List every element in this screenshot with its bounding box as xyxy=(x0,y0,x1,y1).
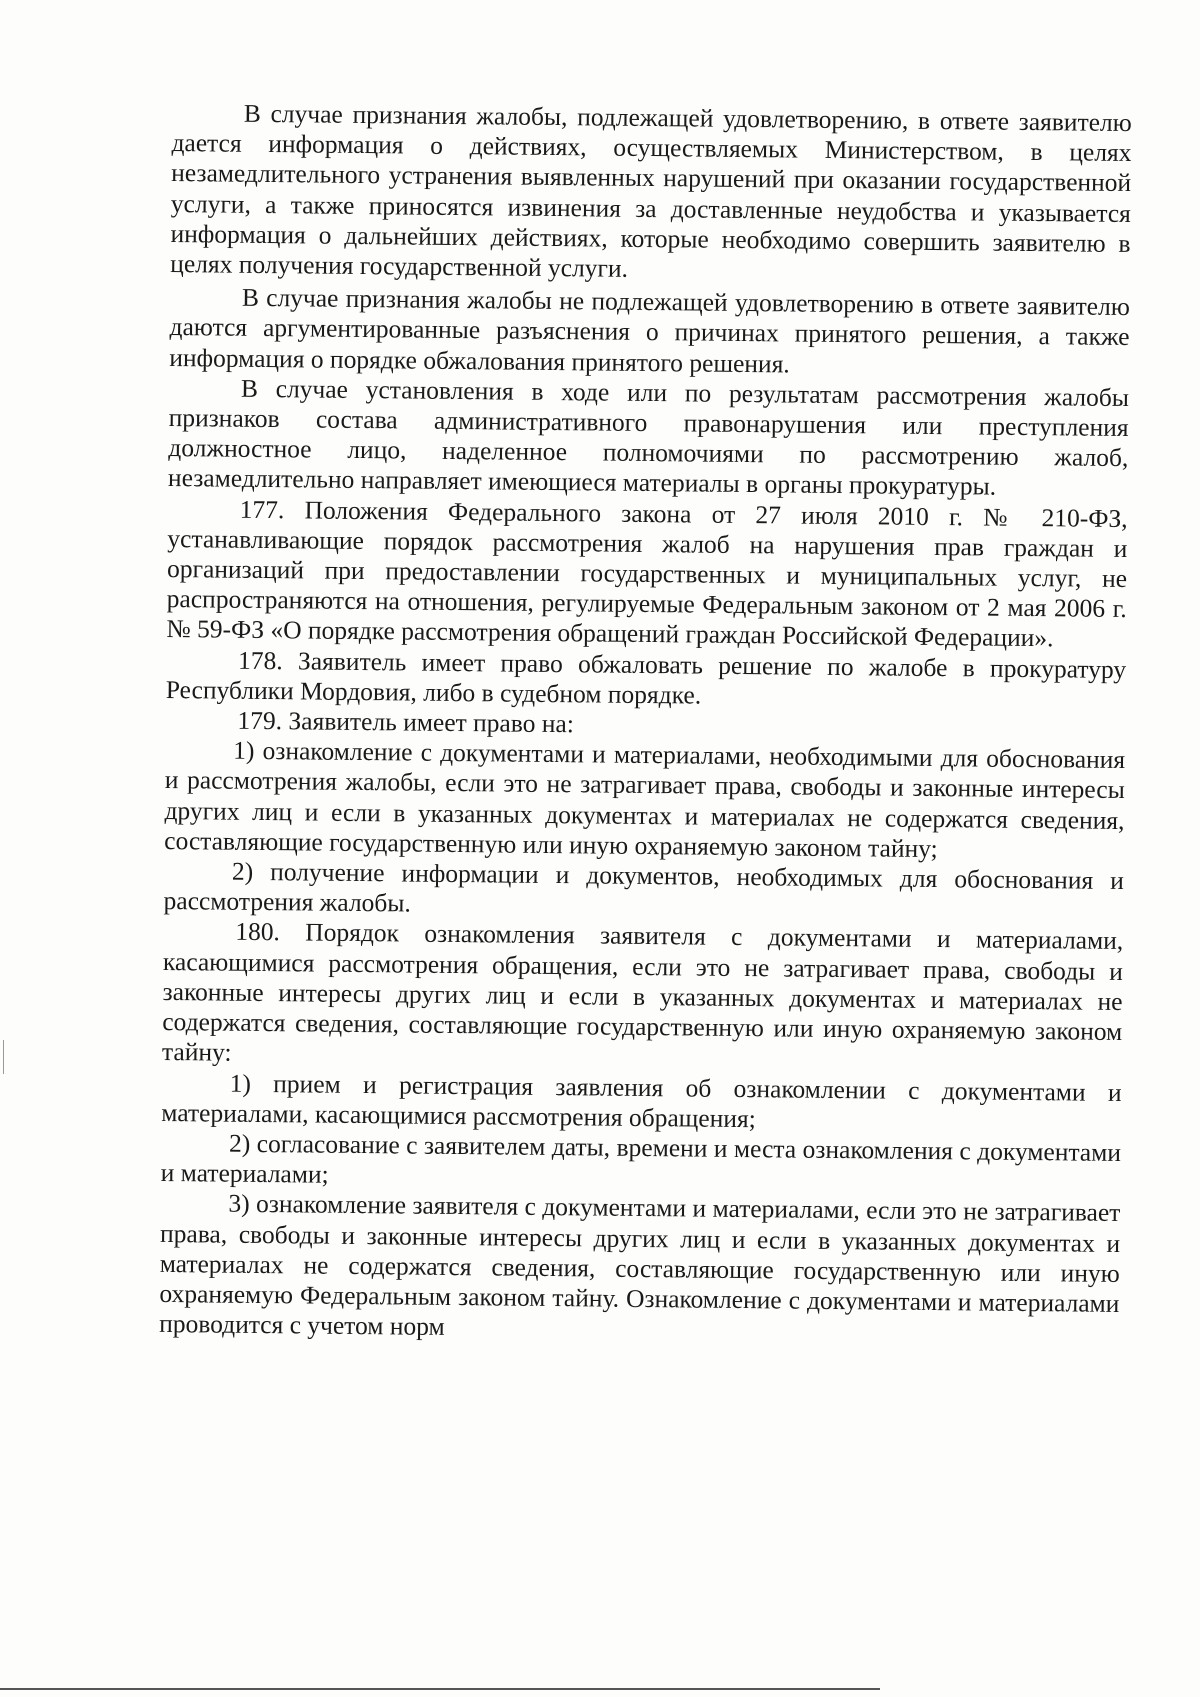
paragraph-180-item-3: 3) ознакомление заявителя с документами и материалами, если это не затрагивает права, свободы и законные интересы других лиц и если в указанных документах и материалах не содержатся сведения, составляющие государственную или иную охраняемую Федеральным законом тайну. Ознакомление с документами и материалами проводится с учетом норм xyxy=(159,1188,1121,1342)
paragraph-violation-signs: В случае установления в ходе или по результатам рассмотрения жалобы признаков состава административного правонарушения или преступления должностное лицо, наделенное полномочиями по рассмотрению жалоб, незамедлительно направляет имеющиеся материалы в органы прокуратуры. xyxy=(167,373,1130,502)
paragraph-179-item-2: 2) получение информации и документов, необходимых для обоснования и рассмотрения жалобы. xyxy=(163,856,1125,918)
scan-bottom-line xyxy=(0,1688,880,1690)
paragraph-complaint-rejected: В случае признания жалобы не подлежащей удовлетворению в ответе заявителю даются аргументированные разъяснения о причинах принятого решения, а также информация о порядке обжалования принятого решения. xyxy=(169,282,1131,379)
paragraph-179-item-1: 1) ознакомление с документами и материалами, необходимыми для обоснования и рассмотрения жалобы, если это не затрагивает права, свободы и законные интересы других лиц и если в указанных документах и материалах не содержатся сведения, составляющие государственную или иную охраняемую законом тайну; xyxy=(164,735,1126,863)
paragraph-180: 180. Порядок ознакомления заявителя с документами и материалами, касающимися рассмотрения обращения, если это не затрагивает права, свободы и законные интересы других лиц и если в указанных документах и материалах не содержатся сведения, составляющие государственную или иную охраняемую законом тайну: xyxy=(161,917,1124,1067)
paragraph-complaint-satisfied: В случае признания жалобы, подлежащей удовлетворению, в ответе заявителю дается информация о действиях, осуществляемых Министерством, в целях незамедлительного устранения выявленных нарушений при оказании государственной услуги, а также приносятся извинения за доставленные неудобства и указывается информация о дальнейших действиях, которые необходимо совершить заявителю в целях получения государственной услуги. xyxy=(170,98,1132,283)
paragraph-180-item-1: 1) прием и регистрация заявления об ознакомлении с документами и материалами, касающимися рассмотрения обращения; xyxy=(161,1068,1122,1133)
paragraph-179: 179. Заявитель имеет право на: xyxy=(237,705,575,739)
scan-edge-mark xyxy=(3,1040,4,1074)
paragraph-180-item-2: 2) согласование с заявителем даты, времени и места ознакомления с документами и материалами; xyxy=(160,1128,1122,1189)
paragraph-177: 177. Положения Федерального закона от 27 июля 2010 г. № 210-ФЗ, устанавливающие порядок рассмотрения жалоб на нарушения прав граждан и организаций при предоставлении государственных и муниципальных услуг, не распространяются на отношения, регулируемые Федеральным законом от 2 мая 2006 г. № 59-ФЗ «О порядке рассмотрения обращений граждан Российской Федерации». xyxy=(166,494,1128,653)
paragraph-178: 178. Заявитель имеет право обжаловать решение по жалобе в прокуратуру Республики Мордовия, либо в судебном порядке. xyxy=(165,645,1127,710)
document-body xyxy=(159,98,1132,1349)
